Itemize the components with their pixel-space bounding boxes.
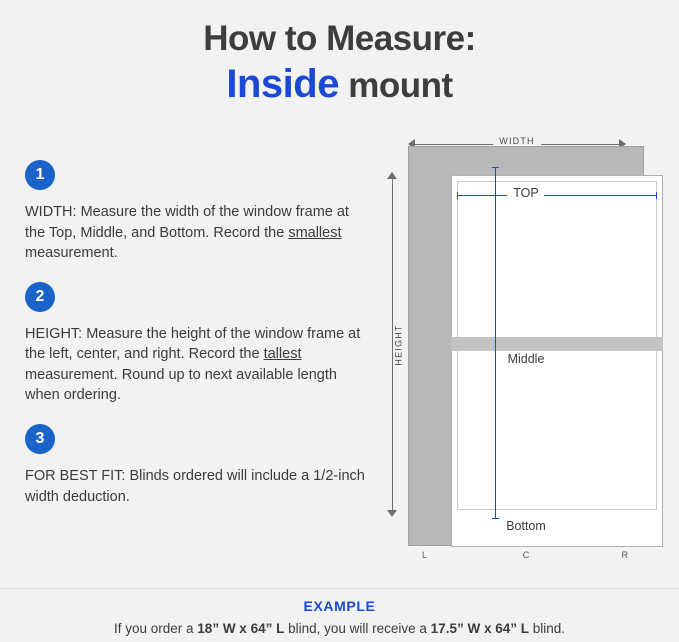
step-text-1 <box>25 202 370 264</box>
example-footer <box>0 598 679 636</box>
step-underline-2: tallest <box>263 346 302 363</box>
step-badge-1: 1 <box>25 160 55 190</box>
example-middle: blind, you will receive a <box>284 621 431 636</box>
step-text-3 <box>25 466 370 507</box>
step-body-1b: measurement. <box>25 245 118 262</box>
example-order-size: 18” W x 64” L <box>197 621 285 636</box>
window-sash-divider <box>451 337 663 351</box>
title-rest: mount <box>338 65 453 105</box>
window-measurement-diagram <box>378 130 658 560</box>
axis-label-center: C <box>522 550 530 560</box>
step-body-2b: measurement. Round up to next available length when ordering. <box>25 366 337 404</box>
instruction-steps <box>25 160 370 525</box>
width-guide-line-top <box>457 195 657 196</box>
height-tick-bottom <box>492 518 499 519</box>
step-item-1 <box>25 160 370 264</box>
page-title <box>0 20 679 109</box>
step-underline-1: smallest <box>288 224 342 241</box>
step-item-3 <box>25 424 370 507</box>
height-tick-top <box>492 167 499 168</box>
window-pane-lower <box>457 350 657 510</box>
window-pane-upper <box>457 181 657 341</box>
window-frame-outer <box>408 146 644 546</box>
arrow-down-icon <box>387 510 397 517</box>
axis-label-right: R <box>621 550 628 560</box>
step-body-2a: Measure the height of the window frame at the left, center, and right. Record the <box>25 325 361 363</box>
axis-label-left: L <box>422 550 428 560</box>
axis-letter-row <box>408 550 644 564</box>
footer-divider <box>0 588 679 589</box>
example-body <box>0 621 679 636</box>
title-emphasis: Inside <box>226 61 339 106</box>
step-text-2 <box>25 324 370 406</box>
step-label-2: HEIGHT: <box>25 325 83 342</box>
step-item-2 <box>25 282 370 406</box>
height-dimension-arrow <box>386 172 404 517</box>
example-received-size: 17.5” W x 64” L <box>430 621 529 636</box>
label-top-position: TOP <box>507 185 544 201</box>
example-prefix: If you order a <box>114 621 198 636</box>
arrow-up-icon <box>387 172 397 179</box>
step-label-1: WIDTH: <box>25 204 77 220</box>
title-line-2 <box>0 59 679 109</box>
height-guide-line-center <box>495 167 496 519</box>
title-line-1: How to Measure: <box>203 19 476 58</box>
step-badge-3: 3 <box>25 424 55 454</box>
width-dimension-label: WIDTH <box>493 136 541 146</box>
example-heading: EXAMPLE <box>303 598 376 614</box>
width-tick-right <box>656 192 657 199</box>
example-suffix: blind. <box>528 621 565 636</box>
height-dimension-label: HEIGHT <box>394 318 404 371</box>
step-badge-2: 2 <box>25 282 55 312</box>
label-bottom-position: Bottom <box>500 518 552 534</box>
step-body-3a: Blinds ordered will include a 1/2-inch width deduction. <box>25 468 365 505</box>
step-label-3: FOR BEST FIT: <box>25 468 126 485</box>
step-body-1a: Measure the width of the window frame at the Top, Middle, and Bottom. Record the <box>25 204 349 241</box>
width-tick-left <box>457 192 458 199</box>
label-middle-position: Middle <box>502 351 551 367</box>
